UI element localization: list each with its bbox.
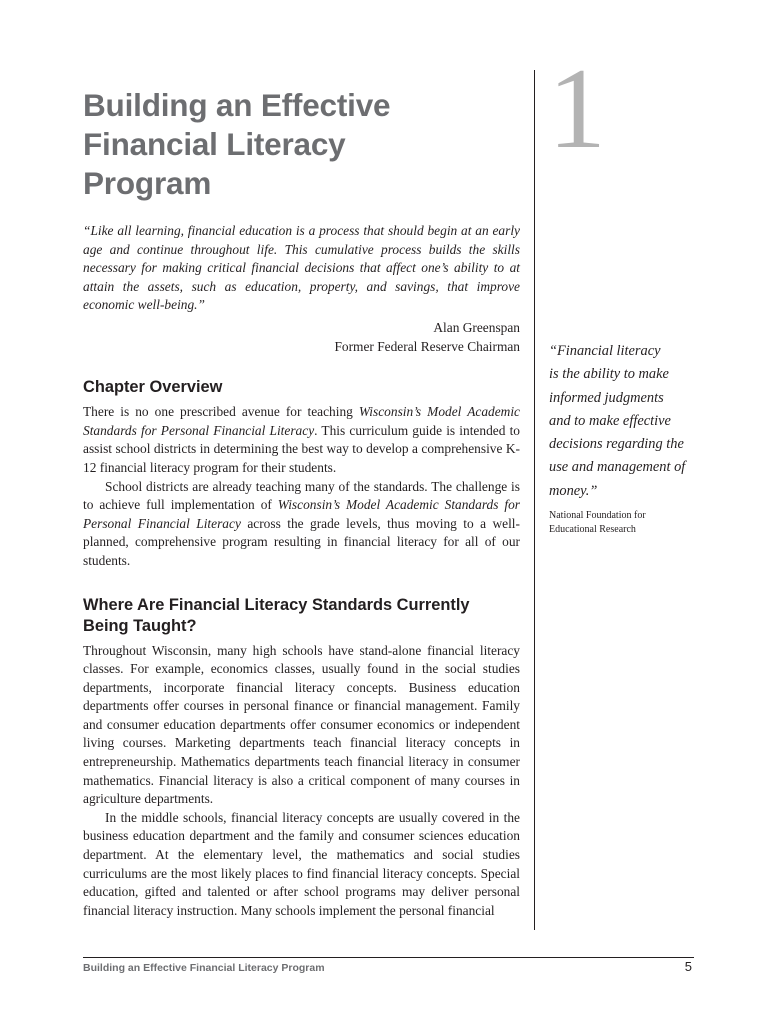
sidebar-quote-line: informed judgments xyxy=(549,389,664,406)
sidebar-quote-line: money.” xyxy=(549,482,598,499)
section-heading-line: Being Taught? xyxy=(83,616,197,635)
section-heading-where xyxy=(83,595,520,637)
vertical-divider xyxy=(534,70,535,930)
where-paragraph-1: Throughout Wisconsin, many high schools have stand-alone financial literacy classes. For example, economics classes, usually found in the social studies departments, incorporate financial literacy concepts. Business education departments offer courses in personal finance or financial management. Family and consumer education departments offer consumer economics or independent living courses. Marketing departments teach financial literacy concepts in entrepreneurship. Mathematics departments teach financial literacy in consumer mathematics. Financial literacy is also a critical component of many courses in agriculture departments. xyxy=(83,642,520,807)
where-paragraph-2: In the middle schools, financial literacy concepts are usually covered in the business education department and the family and consumer sciences education department. At the elementary level, the mathematics and social studies curriculums are the most likely places to find financial literacy concepts. Special education, gifted and talented or after school programs may deliver personal financial literacy instruction. Many schools implement the personal financial xyxy=(83,809,520,918)
text-run: across the grade levels, thus moving to a well-planned, comprehensive program resulting in financial literacy for all of our students. xyxy=(83,515,520,568)
chapter-title-line: Building an Effective xyxy=(83,87,391,123)
chapter-number: 1 xyxy=(548,45,606,173)
standards-title: Wisconsin’s Model Academic Standards for Personal Financial Literacy xyxy=(83,497,521,531)
section-heading-line: Where Are Financial Literacy Standards Currently xyxy=(83,595,470,614)
sidebar-callout xyxy=(549,340,719,536)
main-column xyxy=(83,86,520,920)
sidebar-source-line: National Foundation for xyxy=(549,510,646,522)
epigraph-attribution xyxy=(83,319,520,356)
epigraph-quote: “Like all learning, financial education is a process that should begin at an early age and continue throughout life. This cumulative process builds the skills necessary for making critical financial decisions that affect one’s ability to at attain the assets, such as education, property, and savings, that improve economic well-being.” xyxy=(83,223,520,313)
epigraph-role: Former Federal Reserve Chairman xyxy=(334,338,520,354)
page-number: 5 xyxy=(684,959,692,974)
sidebar-quote-line: decisions regarding the xyxy=(549,436,684,453)
standards-title: Wisconsin’s Model Academic Standards for Personal Financial Literacy xyxy=(83,404,520,438)
sidebar-quote-line: “Financial literacy xyxy=(549,343,661,359)
sidebar-source-line: Educational Research xyxy=(549,523,636,535)
epigraph-author: Alan Greenspan xyxy=(433,319,520,335)
sidebar-quote-line: and to make effective xyxy=(549,412,671,429)
overview-paragraph-1 xyxy=(83,403,520,477)
sidebar-quote xyxy=(549,340,719,503)
chapter-title-line: Financial Literacy xyxy=(83,126,346,162)
sidebar-source xyxy=(549,509,719,536)
text-run: There is no one prescribed avenue for teaching xyxy=(83,404,359,420)
sidebar-quote-line: is the ability to make xyxy=(549,366,669,383)
sidebar-quote-line: use and management of xyxy=(549,459,686,476)
text-run: . This curriculum guide is intended to assist school districts in determining the best way to develop a comprehensive K-12 financial literacy program for their students. xyxy=(83,422,520,475)
running-footer-title: Building an Effective Financial Literacy Program xyxy=(83,962,325,974)
chapter-title-line: Program xyxy=(83,165,212,201)
overview-paragraph-2 xyxy=(83,478,520,571)
section-heading-overview: Chapter Overview xyxy=(83,378,223,397)
text-run: School districts are already teaching many of the standards. The challenge is to achieve full implementation of xyxy=(83,478,520,513)
footer-rule xyxy=(83,957,694,958)
chapter-title xyxy=(83,86,520,203)
